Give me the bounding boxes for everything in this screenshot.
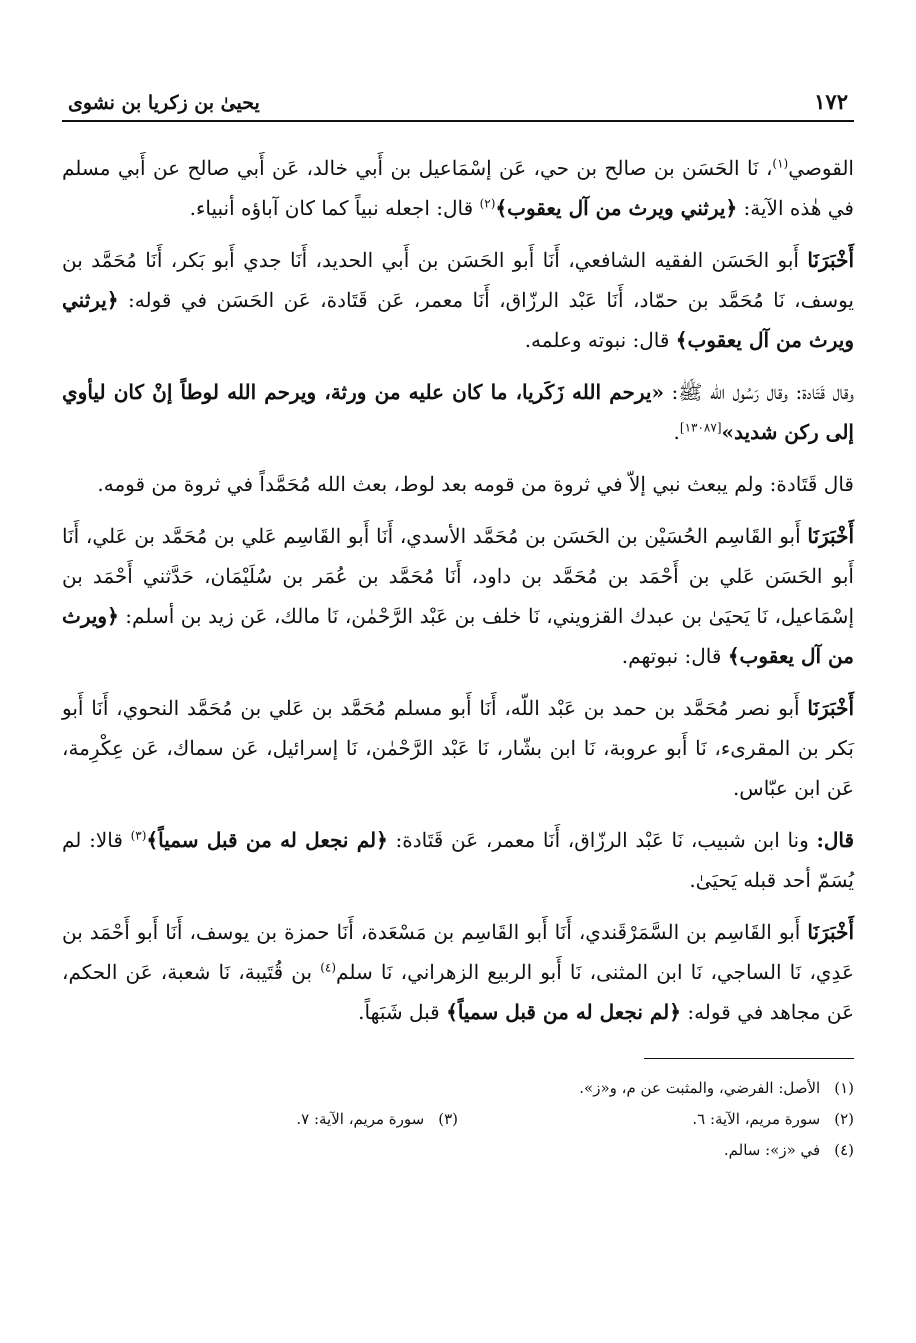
text: قالا: لم يُسَمّ أحد قبله يَحيَىٰ. [62,828,854,892]
text: ، نَا الحَسَن بن صالح بن حي، عَن إسْمَاعيل بن أَبي خالد، عَن أَبي صالح عن أَبي مسلم في هٰذه الآية: [62,156,854,220]
footnote-3 [62,1104,458,1135]
akhbarana-lead: أَخْبَرَنَا [807,248,854,272]
page-body [62,148,854,1032]
text: قال: اجعله نبياً كما كان آباؤه أنبياء. [189,196,480,220]
paragraph [62,688,854,808]
footnote-text: سورة مريم، الآية: ٦. [692,1110,821,1128]
qala-lead: قال: [816,828,855,852]
text: أَبو القَاسِم الحُسَيْن بن الحَسَن بن مُحَمَّد الأسدي، أَنَا أَبو القَاسِم عَلي بن مُحَمَّد بن عَلي، أَنَا أَبو الحَسَن عَلي بن أَحْمَد بن مُحَمَّد بن داود، أَنَا مُحَمَّد بن عُمَر بن سُلَيْمَان، حَدَّثني أَحْمَد بن إسْمَاعيل، نَا يَحيَىٰ بن عبدك القزويني، نَا خلف بن عَبْد الرَّحْمٰن، نَا مالك، عَن زيد بن أسلم: [62,524,855,628]
akhbarana-lead: أَخْبَرَنَا [807,920,854,944]
quran-quote: ﴿ويرث من آل يعقوب﴾ [62,604,854,668]
footnote-number: (١) [834,1079,854,1097]
text: قبل شَبَهاً. [358,1000,447,1024]
running-title: يحيىٰ بن زكريا بن نشوى [68,92,260,114]
text: ونا ابن شبيب، نَا عَبْد الرزّاق، أَنَا معمر، عَن قَتَادة: [387,828,817,852]
paragraph [62,912,854,1032]
footnotes [62,1073,854,1166]
footnote-text: سورة مريم، الآية: ٧. [296,1110,425,1128]
quran-quote: ﴿لم نجعل له من قبل سمياً﴾ [446,1000,681,1024]
text: قال: نبوته وعلمه. [524,328,676,352]
quran-quote: ﴿يرثني ويرث من آل يعقوب﴾ [495,196,738,220]
text: بن قُتَيبة، نَا شعبة، عَن الحكم، عَن مجاهد في قوله: [62,960,854,1024]
footnote-4 [454,1135,854,1166]
text: قال قَتَادة: ولم يبعث نبي إلاّ في ثروة من قومه بعد لوط، بعث الله مُحَمَّداً في ثروة من قومه. [97,472,854,496]
footnote-row [62,1104,854,1135]
footnote-marker: (٤) [320,960,337,975]
hadith-quote: «يرحم الله زَكَريا، ما كان عليه من ورثة، ويرحم الله لوطاً إنْ كان ليأوي إلى ركن شديد» [62,380,854,444]
text: أَبو القَاسِم بن السَّمَرْقَندي، أَنَا أَبو القَاسِم بن مَسْعَدة، أَنَا حمزة بن يوسف، أَنَا أَبو أَحْمَد بن عَدِي، نَا الساجي، نَا ابن المثنى، نَا أَبو الربيع الزهراني، نَا سلم [62,920,854,984]
quran-quote: ﴿يرثني ويرث من آل يعقوب﴾ [62,288,854,352]
text: قال: نبوتهم. [621,644,728,668]
footnote-marker: (٣) [130,828,147,843]
quran-quote: ﴿لم نجعل له من قبل سمياً﴾ [146,828,388,852]
akhbarana-lead: أَخْبَرَنَا [807,696,854,720]
footnote-text: في «ز»: سالم. [723,1141,821,1159]
footnote-marker: (١) [772,156,789,171]
text: . [673,420,680,444]
footnote-number: (٢) [834,1110,854,1128]
text: القوصي [788,156,854,180]
footnote-divider [644,1058,854,1059]
paragraph [62,516,854,676]
text: أَبو الحَسَن الفقيه الشافعي، أَنَا أَبو الحَسَن بن أَبي الحديد، أَنَا جدي أَبو بَكر، أَنَا مُحَمَّد بن يوسف، نَا مُحَمَّد بن حمّاد، أَنَا عَبْد الرزّاق، أَنَا معمر، عَن قَتَادة، عَن الحَسَن في قوله: [62,248,854,312]
footnote-text: الأصل: الفرضي، والمثبت عن م، و«ز». [579,1079,821,1097]
footnote-number: (٣) [438,1110,458,1128]
paragraph [62,148,854,228]
footnote-row [62,1135,854,1166]
footnote-marker: (٢) [479,196,496,211]
hadith-number: [١٣٠٨٧] [679,420,722,435]
footnote-1 [579,1073,854,1104]
footnote-2 [458,1104,854,1135]
paragraph [62,464,854,504]
footnote-number: (٤) [834,1141,854,1159]
text: أَبو نصر مُحَمَّد بن حمد بن عَبْد اللّه، أَنَا أَبو مسلم مُحَمَّد بن عَلي بن مُحَمَّد النحوي، أَنَا أَبو بَكر بن المقرىء، نَا أَبو عروبة، نَا ابن بشّار، نَا عَبْد الرَّحْمٰن، نَا إسرائيل، عَن سماك، عَن عِكْرِمة، عَن ابن عبّاس. [62,696,854,800]
text: وقال قَتَادة: وقال رَسُول الله ﷺ: [663,380,854,404]
paragraph [62,820,854,900]
footnote-row [62,1073,854,1104]
page-header [62,80,854,122]
paragraph [62,372,854,452]
paragraph [62,240,854,360]
akhbarana-lead: أَخْبَرَنَا [807,524,854,548]
page-number: ١٧٢ [814,89,848,114]
